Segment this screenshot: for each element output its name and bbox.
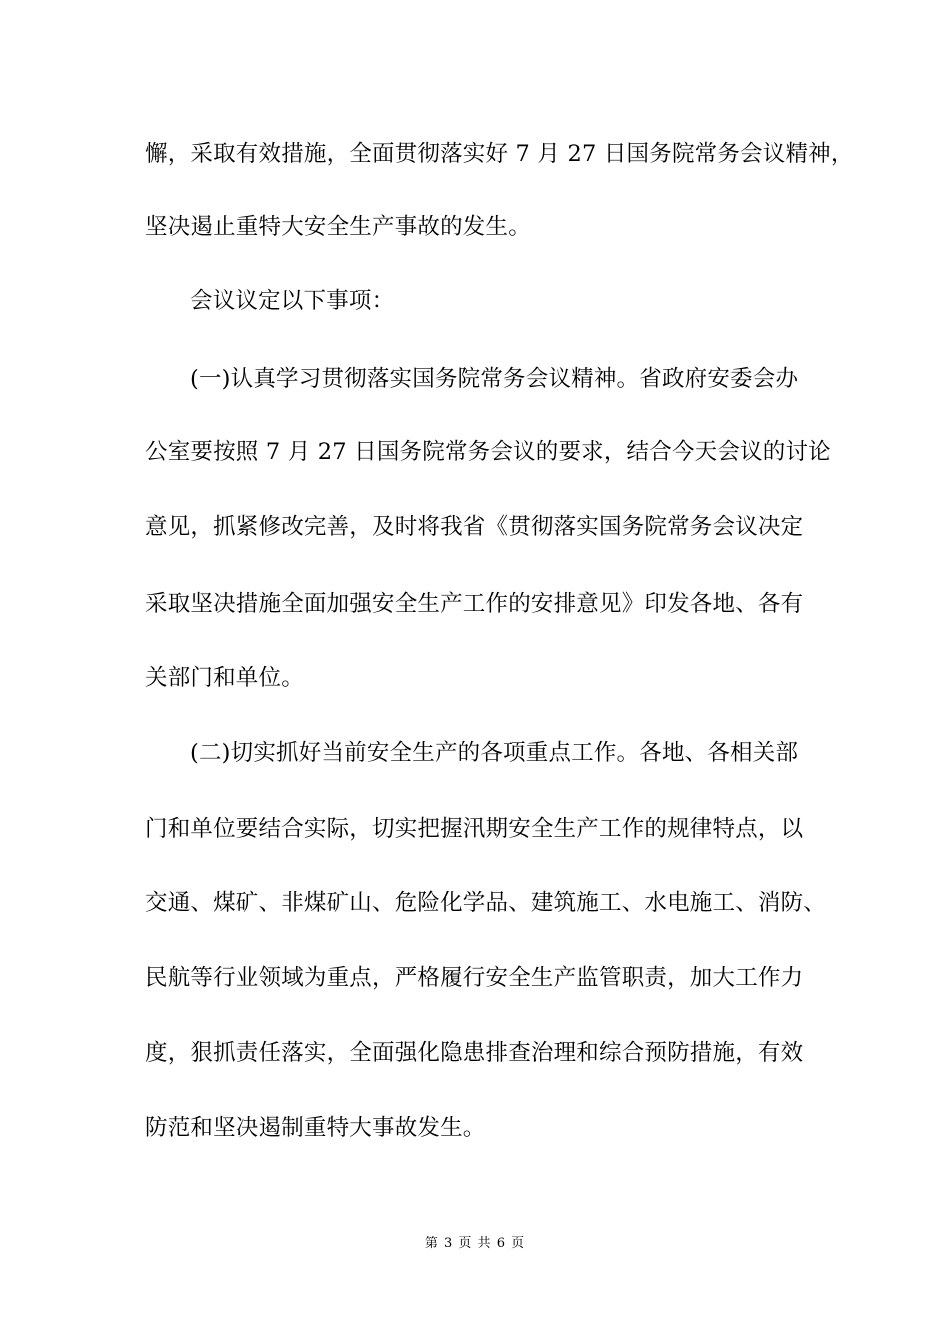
text-line: 防范和坚决遏制重特大事故发生。: [145, 1115, 486, 1141]
page-number: 第 3 页 共 6 页: [424, 1236, 526, 1251]
text-line: 采取坚决措施全面加强安全生产工作的安排意见》印发各地、各有: [145, 591, 804, 617]
text-line: 公室要按照 7 月 27 日国务院常务会议的要求，结合今天会议的讨论: [145, 439, 831, 465]
text-line: 民航等行业领域为重点，严格履行安全生产监管职责，加大工作力: [145, 965, 804, 991]
text-line: 会议议定以下事项：: [190, 288, 395, 314]
text-line: 门和单位要结合实际，切实把握汛期安全生产工作的规律特点，以: [145, 816, 804, 842]
text-line: 关部门和单位。: [145, 665, 304, 691]
text-line: 意见，抓紧修改完善，及时将我省《贯彻落实国务院常务会议决定: [145, 514, 804, 540]
text-line: (二)切实抓好当前安全生产的各项重点工作。各地、各相关部: [190, 740, 799, 766]
text-line: 懈，采取有效措施，全面贯彻落实好 7 月 27 日国务院常务会议精神，: [145, 141, 854, 167]
text-line: (一)认真学习贯彻落实国务院常务会议精神。省政府安委会办: [190, 366, 799, 392]
text-line: 度，狠抓责任落实，全面强化隐患排查治理和综合预防措施，有效: [145, 1040, 804, 1066]
text-line: 交通、煤矿、非煤矿山、危险化学品、建筑施工、水电施工、消防、: [145, 890, 827, 916]
text-line: 坚决遏止重特大安全生产事故的发生。: [145, 214, 531, 240]
